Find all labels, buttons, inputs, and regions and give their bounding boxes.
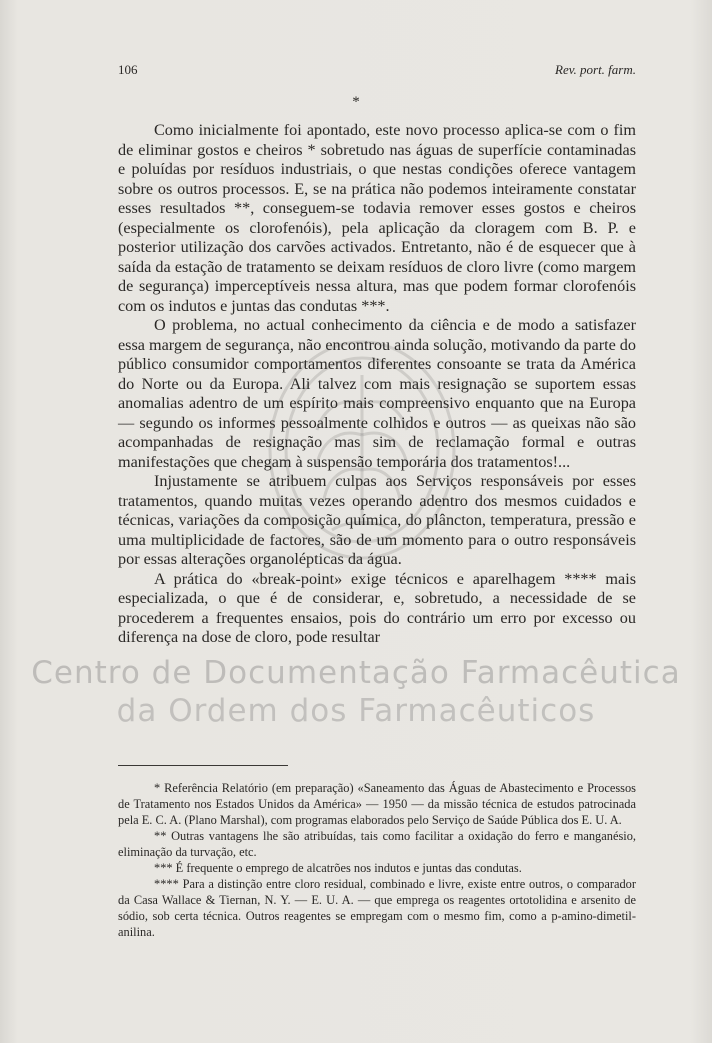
journal-title: Rev. port. farm. — [555, 62, 636, 77]
paragraph: Injustamente se atribuem culpas aos Serviços responsáveis por esses tratamentos, quando muitas vezes operando adentro dos mesmos cuidados e técnicas, variações da composição química, do plâncton, temperatura, pressão e uma multiplicidade de factores, são de um momento para o outro responsáveis por essas alterações organolépticas da água. — [118, 472, 636, 568]
watermark-line: Centro de Documentação Farmacêutica — [31, 655, 681, 691]
footnote: ** Outras vantagens lhe são atribuídas, tais como facilitar a oxidação do ferro e manganésio, eliminação da turvação, etc. — [118, 829, 636, 859]
footnote: *** É frequente o emprego de alcatrões nos indutos e juntas das condutas. — [154, 861, 522, 875]
footnotes — [118, 780, 636, 940]
footnote: * Referência Relatório (em preparação) «Saneamento das Águas de Abastecimento e Processos de Tratamento nos Estados Unidos da América» — 1950 — da missão técnica de estudos patrocinada pela E. C. A. (Plano Marshal), com programas elaborados pelo Serviço de Saúde Pública dos E. U. A. — [118, 781, 636, 827]
page-number: 106 — [118, 62, 138, 77]
section-mark: * — [352, 94, 360, 110]
paragraph: A prática do «break-point» exige técnicos e aparelhagem **** mais especializada, o que é de considerar, e, sobretudo, a necessidade de se procederem a frequentes ensaios, pois do contrário um erro por excesso ou diferença na dose de cloro, pode resultar — [118, 569, 636, 646]
watermark — [0, 655, 712, 729]
footnote-divider — [118, 765, 288, 766]
article-body — [118, 121, 636, 648]
footnote: **** Para a distinção entre cloro residual, combinado e livre, existe entre outros, o comparador da Casa Wallace & Tiernan, N. Y. — E. U. A. — que emprega os reagentes ortotolidina e arsenito de sódio, sob certa técnica. Outros reagentes se empregam com o mesmo fim, como a p-amino-dimetil-anilina. — [118, 877, 636, 939]
watermark-line: da Ordem dos Farmacêuticos — [116, 693, 596, 729]
paragraph: O problema, no actual conhecimento da ciência e de modo a satisfazer essa margem de segurança, não encontrou ainda solução, motivando da parte do público consumidor comportamentos diferentes consoante se trata da América do Norte ou da Europa. Ali talvez com mais resignação se suportem essas anomalias adentro de um espírito mais compreensivo enquanto que na Europa — segundo os informes pessoalmente colhidos e outros — as queixas não são acompanhadas de resignação mas sim de reclamação formal e outras manifestações que chegam à suspensão temporária dos tratamentos!... — [118, 316, 636, 471]
running-header — [118, 62, 636, 80]
paragraph: Como inicialmente foi apontado, este novo processo aplica-se com o fim de eliminar gostos e cheiros * sobretudo nas águas de superfície contaminadas e poluídas por resíduos industriais, o que nestas condições oferece vantagem sobre os outros processos. E, se na prática não podemos inteiramente constatar esses resultados **, conseguem-se todavia remover esses gostos e cheiros (especialmente os clorofenóis), pela aplicação da cloragem com B. P. e posterior utilização dos carvões activados. Entretanto, não é de esquecer que à saída da estação de tratamento se deixam resíduos de cloro livre (como margem de segurança) imperceptíveis nessa altura, mas que podem formar clorofenóis com os indutos e juntas das condutas ***. — [118, 121, 636, 315]
